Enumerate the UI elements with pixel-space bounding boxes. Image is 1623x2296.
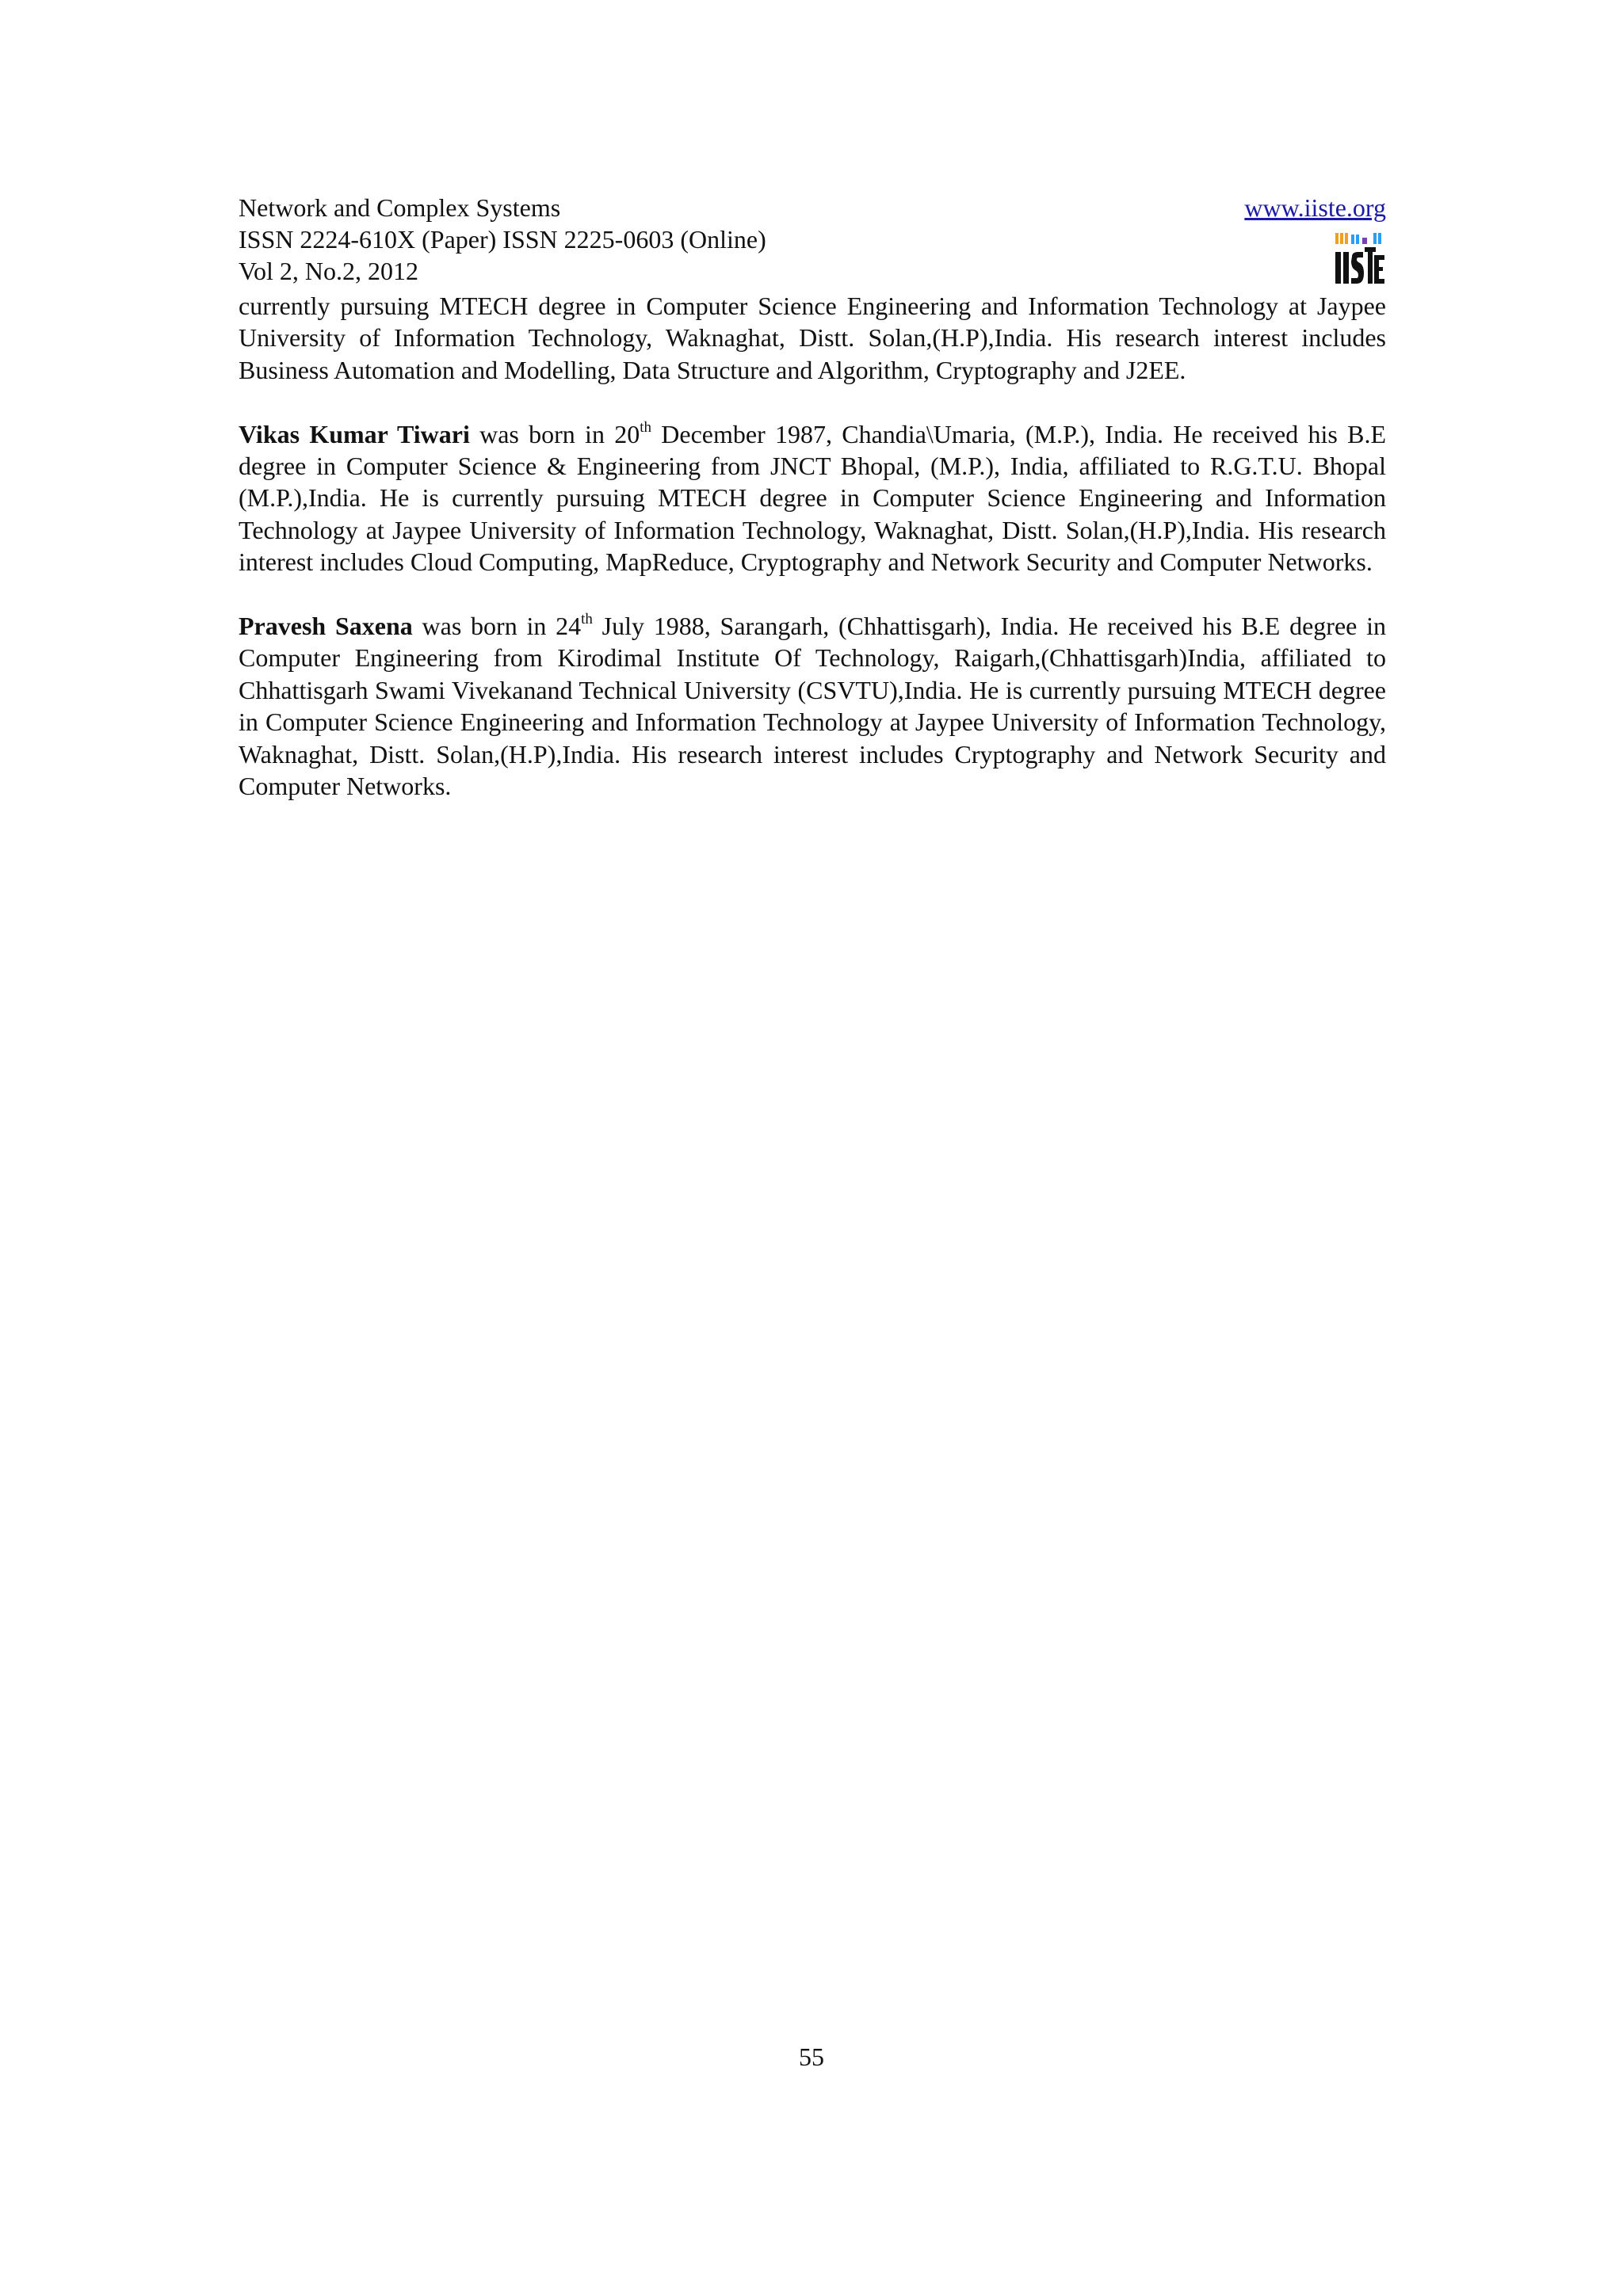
page-number: 55 [799,2042,824,2071]
bio-paragraph-continued [239,290,1386,386]
bio-text-lead: was born in 20 [469,419,640,448]
page-header [239,190,1386,293]
journal-name: Network and Complex Systems [239,193,561,222]
ordinal-suffix: th [581,611,593,628]
bio-text: December 1987, Chandia\Umaria, (M.P.), India. He received his B.E degree in Computer Science & Engineering from JNCT Bhopal, (M.P.), India, affiliated to R.G.T.U. Bhopal (M.P.),India. He is currently pursuing MTECH degree in Computer Science Engineering and Information Technology at Jaypee University of Information Technology, Waknaghat, Distt. Solan,(H.P),India. His research interest includes Cloud Computing, MapReduce, Cryptography and Network Security and Computer Networks. [239,419,1387,577]
bio-paragraph-vikas [239,418,1386,578]
bio-text-lead: was born in 24 [412,612,582,641]
issn-line: ISSN 2224-610X (Paper) ISSN 2225-0603 (Online) [239,225,766,254]
website-link[interactable]: www.iiste.org [1244,193,1386,222]
bio-text: currently pursuing MTECH degree in Computer Science Engineering and Information Technology at Jaypee University of Information Technology, Waknaghat, Distt. Solan,(H.P),India. His research interest includes Business Automation and Modelling, Data Structure and Algorithm, Cryptography and J2EE. [239,292,1386,384]
iiste-logo-icon [1334,233,1386,285]
volume-line: Vol 2, No.2, 2012 [239,257,418,285]
author-name: Pravesh Saxena [239,612,413,641]
author-name: Vikas Kumar Tiwari [239,419,470,448]
bio-text: July 1988, Sarangarh, (Chhattisgarh), India. He received his B.E degree in Computer Engineering from Kirodimal Institute Of Technology, Raigarh,(Chhattisgarh)India, affiliated to Chhattisgarh Swami Vivekanand Technical University (CSVTU),India. He is currently pursuing MTECH degree in Computer Science Engineering and Information Technology at Jaypee University of Information Technology, Waknaghat, Distt. Solan,(H.P),India. His research interest includes Cryptography and Network Security and Computer Networks. [239,612,1387,801]
biography-section [239,290,1386,802]
ordinal-suffix: th [640,418,651,436]
bio-paragraph-pravesh [239,610,1386,802]
